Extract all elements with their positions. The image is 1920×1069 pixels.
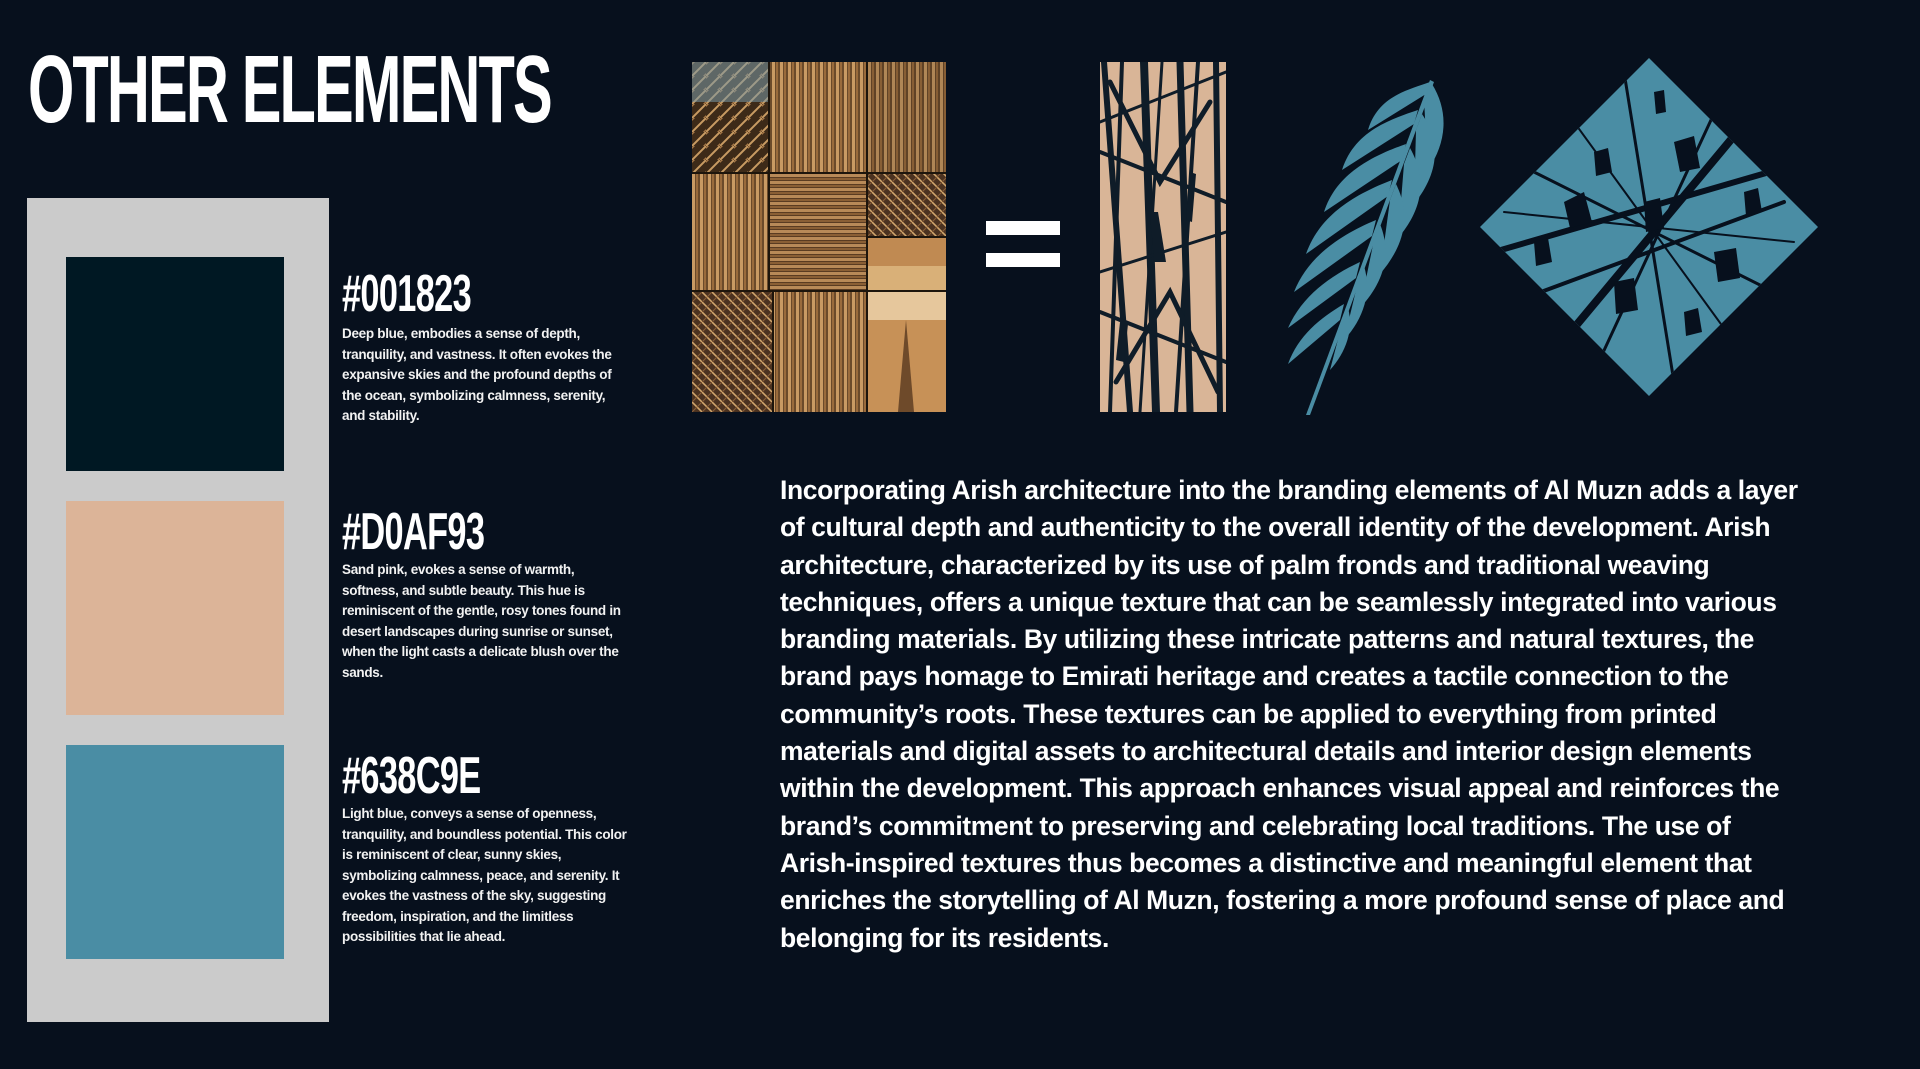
color-palette-panel (27, 198, 329, 1022)
color-swatch-sand-pink (66, 501, 284, 715)
color-info-deep-blue (342, 265, 672, 427)
color-description: Deep blue, embodies a sense of depth, tranquility, and vastness. It often evokes the expansive skies and the profound depths of the ocean, symbolizing calmness, serenity, and stability. (342, 326, 612, 423)
color-code: #001823 (342, 265, 471, 323)
equals-icon (986, 221, 1060, 267)
woven-frond-pattern-strip (1100, 62, 1226, 412)
color-swatch-deep-blue (66, 257, 284, 471)
color-info-light-blue (342, 747, 672, 948)
color-code: #D0AF93 (342, 503, 485, 561)
palm-leaf-icon (1258, 70, 1458, 420)
arish-texture-photo-collage (692, 62, 946, 412)
color-description: Light blue, conveys a sense of openness, tranquility, and boundless potential. This color is reminiscent of clear, sunny skies, symbolizing calmness, peace, and serenity. It evokes the vastness of the sky, suggesting freedom, inspiration, and the limitless possibilities that lie ahead. (342, 806, 627, 944)
diamond-frond-pattern (1474, 52, 1824, 402)
page-title: OTHER ELEMENTS (28, 36, 551, 143)
body-paragraph: Incorporating Arish architecture into the branding elements of Al Muzn adds a layer of cultural depth and authenticity to the overall identity of the development. Arish architecture, characterized by its use of palm fronds and traditional weaving techniques, offers a unique texture that can be seamlessly integrated into various branding materials. By utilizing these intricate patterns and natural textures, the brand pays homage to Emirati heritage and creates a tactile connection to the community’s roots. These textures can be applied to everything from printed materials and digital assets to architectural details and interior design elements within the development. This approach enhances visual appeal and reinforces the brand’s commitment to preserving and celebrating local traditions. The use of Arish-inspired textures thus becomes a distinctive and meaningful element that enriches the storytelling of Al Muzn, fostering a more profound sense of place and belonging for its residents. (780, 475, 1798, 953)
color-swatch-light-blue (66, 745, 284, 959)
color-code: #638C9E (342, 747, 481, 805)
color-info-sand-pink (342, 503, 672, 683)
color-description: Sand pink, evokes a sense of warmth, softness, and subtle beauty. This hue is reminiscent of the gentle, rosy tones found in desert landscapes during sunrise or sunset, when the light casts a delicate blush over the sands. (342, 562, 621, 680)
